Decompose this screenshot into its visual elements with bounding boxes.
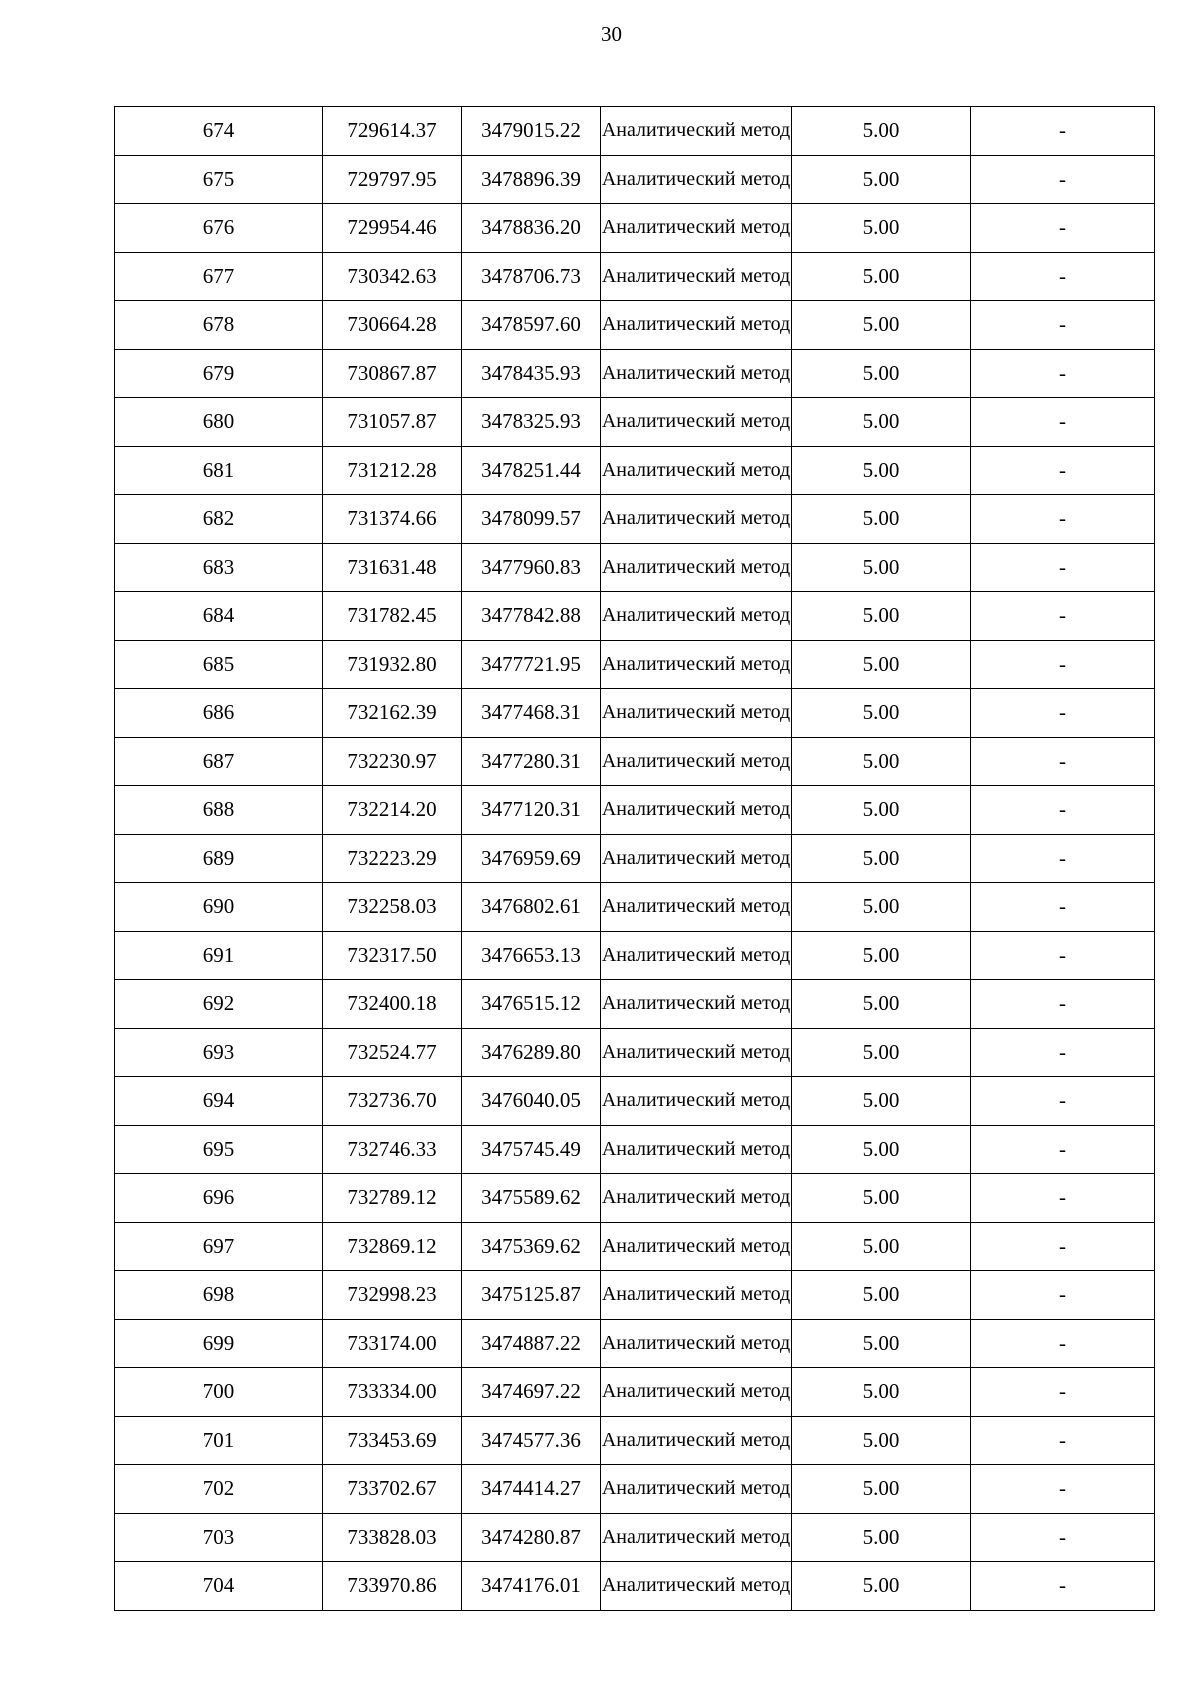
method-cell: Аналитический метод xyxy=(601,1416,792,1465)
point-number-cell: 681 xyxy=(115,446,323,495)
table-row xyxy=(115,689,1155,738)
x-coordinate-cell: 733702.67 xyxy=(323,1465,462,1514)
precision-cell: 5.00 xyxy=(792,1513,971,1562)
y-coordinate-cell: 3476959.69 xyxy=(462,834,601,883)
table-row xyxy=(115,349,1155,398)
note-cell: - xyxy=(971,107,1155,156)
table-row xyxy=(115,980,1155,1029)
method-cell: Аналитический метод xyxy=(601,1222,792,1271)
point-number-cell: 675 xyxy=(115,155,323,204)
method-cell: Аналитический метод xyxy=(601,398,792,447)
note-cell: - xyxy=(971,931,1155,980)
point-number-cell: 689 xyxy=(115,834,323,883)
method-cell: Аналитический метод xyxy=(601,107,792,156)
note-cell: - xyxy=(971,1125,1155,1174)
y-coordinate-cell: 3478435.93 xyxy=(462,349,601,398)
precision-cell: 5.00 xyxy=(792,204,971,253)
y-coordinate-cell: 3477960.83 xyxy=(462,543,601,592)
method-cell: Аналитический метод xyxy=(601,349,792,398)
page-number: 30 xyxy=(601,22,622,46)
table-row xyxy=(115,107,1155,156)
note-cell: - xyxy=(971,204,1155,253)
method-cell: Аналитический метод xyxy=(601,1174,792,1223)
x-coordinate-cell: 732524.77 xyxy=(323,1028,462,1077)
x-coordinate-cell: 733970.86 xyxy=(323,1562,462,1611)
note-cell: - xyxy=(971,543,1155,592)
point-number-cell: 682 xyxy=(115,495,323,544)
precision-cell: 5.00 xyxy=(792,1125,971,1174)
y-coordinate-cell: 3475589.62 xyxy=(462,1174,601,1223)
y-coordinate-cell: 3478099.57 xyxy=(462,495,601,544)
point-number-cell: 701 xyxy=(115,1416,323,1465)
method-cell: Аналитический метод xyxy=(601,980,792,1029)
table-row xyxy=(115,252,1155,301)
table-row xyxy=(115,1125,1155,1174)
method-cell: Аналитический метод xyxy=(601,931,792,980)
table-row xyxy=(115,640,1155,689)
x-coordinate-cell: 729797.95 xyxy=(323,155,462,204)
point-number-cell: 678 xyxy=(115,301,323,350)
y-coordinate-cell: 3477721.95 xyxy=(462,640,601,689)
y-coordinate-cell: 3476802.61 xyxy=(462,883,601,932)
table-row xyxy=(115,446,1155,495)
method-cell: Аналитический метод xyxy=(601,737,792,786)
y-coordinate-cell: 3474887.22 xyxy=(462,1319,601,1368)
point-number-cell: 680 xyxy=(115,398,323,447)
note-cell: - xyxy=(971,252,1155,301)
x-coordinate-cell: 733334.00 xyxy=(323,1368,462,1417)
table-row xyxy=(115,1513,1155,1562)
x-coordinate-cell: 733453.69 xyxy=(323,1416,462,1465)
note-cell: - xyxy=(971,786,1155,835)
point-number-cell: 694 xyxy=(115,1077,323,1126)
precision-cell: 5.00 xyxy=(792,980,971,1029)
table-row xyxy=(115,592,1155,641)
point-number-cell: 677 xyxy=(115,252,323,301)
x-coordinate-cell: 730664.28 xyxy=(323,301,462,350)
note-cell: - xyxy=(971,1222,1155,1271)
precision-cell: 5.00 xyxy=(792,592,971,641)
table-row xyxy=(115,155,1155,204)
table-row xyxy=(115,1562,1155,1611)
point-number-cell: 703 xyxy=(115,1513,323,1562)
method-cell: Аналитический метод xyxy=(601,1125,792,1174)
point-number-cell: 704 xyxy=(115,1562,323,1611)
note-cell: - xyxy=(971,980,1155,1029)
y-coordinate-cell: 3477280.31 xyxy=(462,737,601,786)
y-coordinate-cell: 3475125.87 xyxy=(462,1271,601,1320)
precision-cell: 5.00 xyxy=(792,1368,971,1417)
method-cell: Аналитический метод xyxy=(601,543,792,592)
x-coordinate-cell: 733828.03 xyxy=(323,1513,462,1562)
method-cell: Аналитический метод xyxy=(601,1562,792,1611)
x-coordinate-cell: 731374.66 xyxy=(323,495,462,544)
precision-cell: 5.00 xyxy=(792,495,971,544)
point-number-cell: 683 xyxy=(115,543,323,592)
note-cell: - xyxy=(971,1368,1155,1417)
y-coordinate-cell: 3474414.27 xyxy=(462,1465,601,1514)
note-cell: - xyxy=(971,1465,1155,1514)
note-cell: - xyxy=(971,592,1155,641)
y-coordinate-cell: 3476040.05 xyxy=(462,1077,601,1126)
point-number-cell: 676 xyxy=(115,204,323,253)
x-coordinate-cell: 731057.87 xyxy=(323,398,462,447)
precision-cell: 5.00 xyxy=(792,349,971,398)
precision-cell: 5.00 xyxy=(792,1319,971,1368)
note-cell: - xyxy=(971,446,1155,495)
x-coordinate-cell: 729614.37 xyxy=(323,107,462,156)
table-row xyxy=(115,301,1155,350)
method-cell: Аналитический метод xyxy=(601,495,792,544)
method-cell: Аналитический метод xyxy=(601,883,792,932)
x-coordinate-cell: 733174.00 xyxy=(323,1319,462,1368)
x-coordinate-cell: 732317.50 xyxy=(323,931,462,980)
table-row xyxy=(115,931,1155,980)
table-row xyxy=(115,1465,1155,1514)
note-cell: - xyxy=(971,1416,1155,1465)
point-number-cell: 698 xyxy=(115,1271,323,1320)
y-coordinate-cell: 3475745.49 xyxy=(462,1125,601,1174)
precision-cell: 5.00 xyxy=(792,1222,971,1271)
point-number-cell: 699 xyxy=(115,1319,323,1368)
table-row xyxy=(115,786,1155,835)
x-coordinate-cell: 732214.20 xyxy=(323,786,462,835)
y-coordinate-cell: 3474280.87 xyxy=(462,1513,601,1562)
y-coordinate-cell: 3478325.93 xyxy=(462,398,601,447)
x-coordinate-cell: 732746.33 xyxy=(323,1125,462,1174)
precision-cell: 5.00 xyxy=(792,1562,971,1611)
precision-cell: 5.00 xyxy=(792,640,971,689)
precision-cell: 5.00 xyxy=(792,1271,971,1320)
note-cell: - xyxy=(971,1028,1155,1077)
y-coordinate-cell: 3474176.01 xyxy=(462,1562,601,1611)
method-cell: Аналитический метод xyxy=(601,1028,792,1077)
method-cell: Аналитический метод xyxy=(601,204,792,253)
x-coordinate-cell: 732869.12 xyxy=(323,1222,462,1271)
precision-cell: 5.00 xyxy=(792,543,971,592)
point-number-cell: 695 xyxy=(115,1125,323,1174)
x-coordinate-cell: 732736.70 xyxy=(323,1077,462,1126)
point-number-cell: 702 xyxy=(115,1465,323,1514)
precision-cell: 5.00 xyxy=(792,398,971,447)
method-cell: Аналитический метод xyxy=(601,446,792,495)
x-coordinate-cell: 732789.12 xyxy=(323,1174,462,1223)
x-coordinate-cell: 732230.97 xyxy=(323,737,462,786)
x-coordinate-cell: 730867.87 xyxy=(323,349,462,398)
method-cell: Аналитический метод xyxy=(601,1368,792,1417)
method-cell: Аналитический метод xyxy=(601,1513,792,1562)
table-row xyxy=(115,1222,1155,1271)
y-coordinate-cell: 3478597.60 xyxy=(462,301,601,350)
note-cell: - xyxy=(971,1077,1155,1126)
method-cell: Аналитический метод xyxy=(601,786,792,835)
point-number-cell: 693 xyxy=(115,1028,323,1077)
table-row xyxy=(115,1174,1155,1223)
x-coordinate-cell: 731932.80 xyxy=(323,640,462,689)
table-body xyxy=(115,107,1155,1611)
method-cell: Аналитический метод xyxy=(601,1319,792,1368)
precision-cell: 5.00 xyxy=(792,834,971,883)
y-coordinate-cell: 3476653.13 xyxy=(462,931,601,980)
x-coordinate-cell: 732258.03 xyxy=(323,883,462,932)
method-cell: Аналитический метод xyxy=(601,1077,792,1126)
precision-cell: 5.00 xyxy=(792,689,971,738)
note-cell: - xyxy=(971,1513,1155,1562)
precision-cell: 5.00 xyxy=(792,301,971,350)
table-row xyxy=(115,1028,1155,1077)
y-coordinate-cell: 3478836.20 xyxy=(462,204,601,253)
note-cell: - xyxy=(971,495,1155,544)
method-cell: Аналитический метод xyxy=(601,1271,792,1320)
y-coordinate-cell: 3475369.62 xyxy=(462,1222,601,1271)
method-cell: Аналитический метод xyxy=(601,252,792,301)
method-cell: Аналитический метод xyxy=(601,689,792,738)
x-coordinate-cell: 730342.63 xyxy=(323,252,462,301)
point-number-cell: 674 xyxy=(115,107,323,156)
y-coordinate-cell: 3476289.80 xyxy=(462,1028,601,1077)
x-coordinate-cell: 729954.46 xyxy=(323,204,462,253)
precision-cell: 5.00 xyxy=(792,107,971,156)
precision-cell: 5.00 xyxy=(792,1465,971,1514)
method-cell: Аналитический метод xyxy=(601,640,792,689)
note-cell: - xyxy=(971,1319,1155,1368)
table-row xyxy=(115,1368,1155,1417)
point-number-cell: 700 xyxy=(115,1368,323,1417)
y-coordinate-cell: 3477468.31 xyxy=(462,689,601,738)
y-coordinate-cell: 3478896.39 xyxy=(462,155,601,204)
method-cell: Аналитический метод xyxy=(601,834,792,883)
coordinates-table xyxy=(114,106,1155,1611)
table-row xyxy=(115,1077,1155,1126)
precision-cell: 5.00 xyxy=(792,446,971,495)
x-coordinate-cell: 731782.45 xyxy=(323,592,462,641)
table-row xyxy=(115,1416,1155,1465)
note-cell: - xyxy=(971,883,1155,932)
point-number-cell: 697 xyxy=(115,1222,323,1271)
x-coordinate-cell: 732162.39 xyxy=(323,689,462,738)
note-cell: - xyxy=(971,349,1155,398)
table-row xyxy=(115,398,1155,447)
note-cell: - xyxy=(971,155,1155,204)
precision-cell: 5.00 xyxy=(792,155,971,204)
note-cell: - xyxy=(971,640,1155,689)
method-cell: Аналитический метод xyxy=(601,592,792,641)
y-coordinate-cell: 3474577.36 xyxy=(462,1416,601,1465)
point-number-cell: 684 xyxy=(115,592,323,641)
precision-cell: 5.00 xyxy=(792,1416,971,1465)
table-row xyxy=(115,834,1155,883)
x-coordinate-cell: 732223.29 xyxy=(323,834,462,883)
note-cell: - xyxy=(971,737,1155,786)
note-cell: - xyxy=(971,1271,1155,1320)
table-row xyxy=(115,543,1155,592)
table-row xyxy=(115,737,1155,786)
point-number-cell: 686 xyxy=(115,689,323,738)
point-number-cell: 687 xyxy=(115,737,323,786)
precision-cell: 5.00 xyxy=(792,1174,971,1223)
y-coordinate-cell: 3477842.88 xyxy=(462,592,601,641)
note-cell: - xyxy=(971,1174,1155,1223)
y-coordinate-cell: 3478706.73 xyxy=(462,252,601,301)
y-coordinate-cell: 3479015.22 xyxy=(462,107,601,156)
y-coordinate-cell: 3476515.12 xyxy=(462,980,601,1029)
table-row xyxy=(115,883,1155,932)
point-number-cell: 692 xyxy=(115,980,323,1029)
precision-cell: 5.00 xyxy=(792,786,971,835)
point-number-cell: 696 xyxy=(115,1174,323,1223)
table-row xyxy=(115,204,1155,253)
table-row xyxy=(115,1319,1155,1368)
precision-cell: 5.00 xyxy=(792,252,971,301)
y-coordinate-cell: 3478251.44 xyxy=(462,446,601,495)
note-cell: - xyxy=(971,834,1155,883)
method-cell: Аналитический метод xyxy=(601,1465,792,1514)
y-coordinate-cell: 3474697.22 xyxy=(462,1368,601,1417)
precision-cell: 5.00 xyxy=(792,1028,971,1077)
precision-cell: 5.00 xyxy=(792,1077,971,1126)
point-number-cell: 679 xyxy=(115,349,323,398)
precision-cell: 5.00 xyxy=(792,883,971,932)
y-coordinate-cell: 3477120.31 xyxy=(462,786,601,835)
point-number-cell: 685 xyxy=(115,640,323,689)
table-row xyxy=(115,1271,1155,1320)
note-cell: - xyxy=(971,1562,1155,1611)
precision-cell: 5.00 xyxy=(792,737,971,786)
note-cell: - xyxy=(971,689,1155,738)
x-coordinate-cell: 731212.28 xyxy=(323,446,462,495)
precision-cell: 5.00 xyxy=(792,931,971,980)
table-row xyxy=(115,495,1155,544)
point-number-cell: 691 xyxy=(115,931,323,980)
method-cell: Аналитический метод xyxy=(601,155,792,204)
method-cell: Аналитический метод xyxy=(601,301,792,350)
x-coordinate-cell: 731631.48 xyxy=(323,543,462,592)
x-coordinate-cell: 732400.18 xyxy=(323,980,462,1029)
note-cell: - xyxy=(971,398,1155,447)
point-number-cell: 690 xyxy=(115,883,323,932)
note-cell: - xyxy=(971,301,1155,350)
point-number-cell: 688 xyxy=(115,786,323,835)
x-coordinate-cell: 732998.23 xyxy=(323,1271,462,1320)
